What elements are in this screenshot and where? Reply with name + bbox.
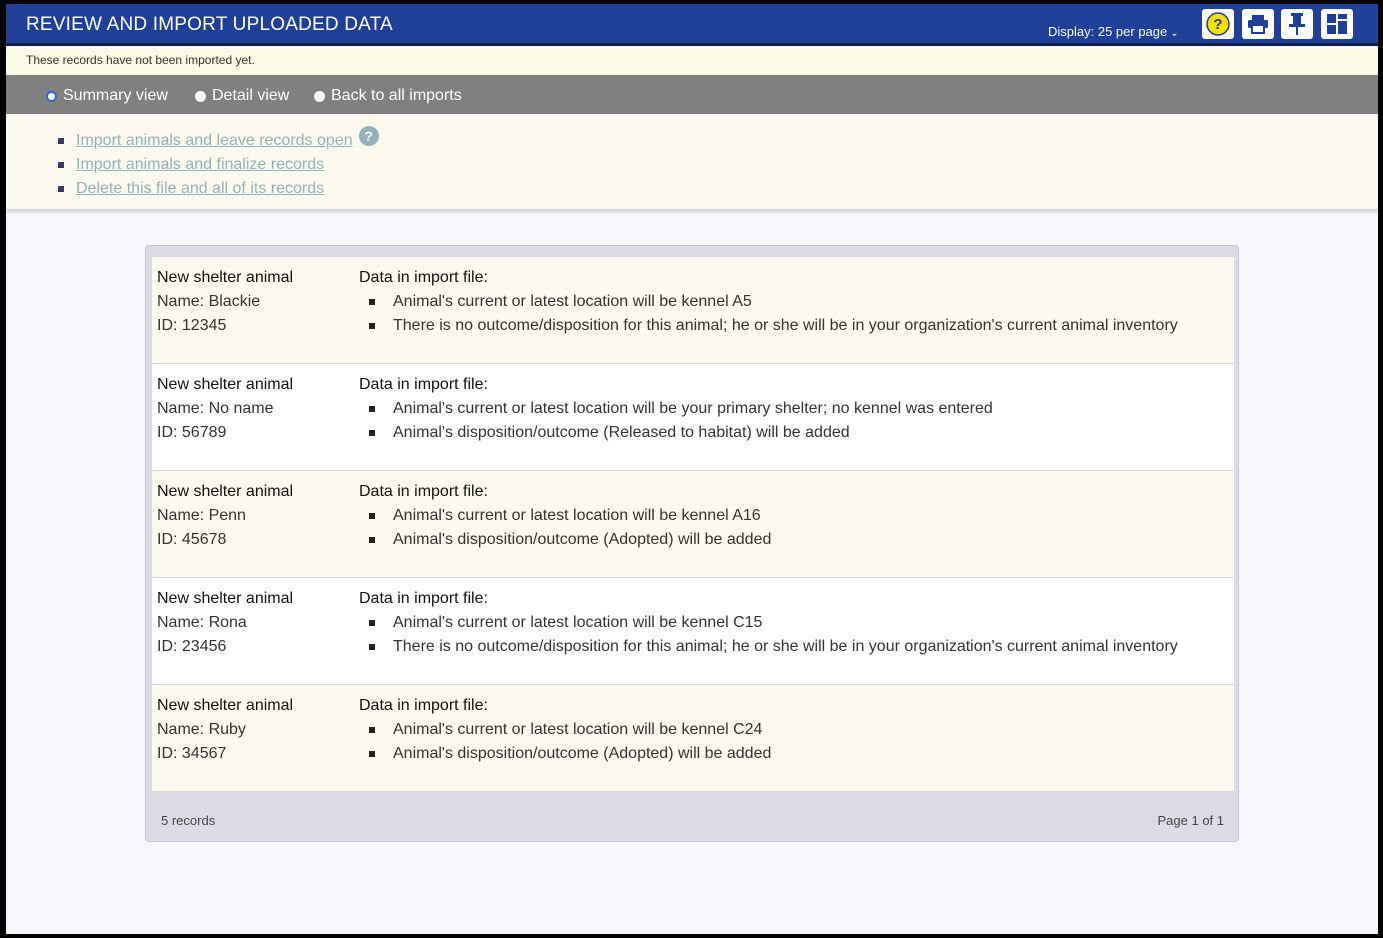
record-data-item: [359, 397, 993, 421]
view-selector-bar: [6, 75, 1378, 114]
display-per-page-select[interactable]: [1048, 24, 1179, 39]
record-type: New shelter animal: [157, 269, 294, 286]
record-data-heading: Data in import file:: [359, 590, 488, 607]
bullet-icon: [369, 644, 375, 650]
bullet-icon: [369, 430, 375, 436]
print-button[interactable]: [1242, 9, 1274, 39]
record-name: Name: Blackie: [157, 293, 261, 310]
svg-text:?: ?: [1213, 16, 1223, 33]
record-data-item: [359, 314, 1178, 338]
record-data-item: [359, 635, 1178, 659]
record-type: New shelter animal: [157, 376, 294, 393]
record-type: New shelter animal: [157, 697, 294, 714]
record-data-item: [359, 742, 771, 766]
record-summary: [157, 266, 293, 338]
record-data-text: Animal's current or latest location will be kennel A16: [393, 507, 761, 524]
record-row: [152, 257, 1234, 364]
record-data-text: There is no outcome/disposition for this animal; he or she will be in your organization's current animal inventory: [393, 317, 1178, 334]
pin-icon: [1288, 12, 1306, 36]
record-data-text: Animal's disposition/outcome (Released to habitat) will be added: [393, 424, 850, 441]
chevron-down-icon: ⌄: [1170, 28, 1179, 39]
record-name: Name: Penn: [157, 507, 246, 524]
record-data-item: [359, 718, 771, 742]
pin-button[interactable]: [1281, 9, 1313, 39]
record-summary: [157, 480, 293, 552]
record-data-item: [359, 504, 771, 528]
delete-file-link[interactable]: Delete this file and all of its records: [76, 180, 325, 197]
pagination-label: Page 1 of 1: [1157, 813, 1224, 828]
dashboard-button[interactable]: [1321, 9, 1353, 39]
record-id: ID: 23456: [157, 638, 227, 655]
record-data: [359, 587, 1178, 659]
app-window: [6, 4, 1378, 934]
record-data-heading: Data in import file:: [359, 697, 488, 714]
dashboard-icon: [1326, 13, 1348, 35]
display-per-page-label: Display: 25 per page: [1048, 24, 1168, 39]
record-data-heading: Data in import file:: [359, 483, 488, 500]
record-data-list: [359, 718, 771, 766]
import-finalize-link[interactable]: Import animals and finalize records: [76, 156, 325, 173]
view-option-back[interactable]: [314, 87, 462, 105]
record-data-list: [359, 397, 993, 445]
record-data-text: Animal's disposition/outcome (Adopted) will be added: [393, 531, 772, 548]
print-icon: [1247, 14, 1269, 34]
view-option-label: Summary view: [63, 87, 168, 104]
actions-panel: [6, 114, 1378, 210]
bullet-icon: [369, 620, 375, 626]
bullet-icon: [369, 513, 375, 519]
bullet-icon: [369, 323, 375, 329]
record-data-text: There is no outcome/disposition for this animal; he or she will be in your organization's current animal inventory: [393, 638, 1178, 655]
records-panel: [145, 245, 1239, 842]
record-id: ID: 12345: [157, 317, 227, 334]
record-data-heading: Data in import file:: [359, 376, 488, 393]
record-data-item: [359, 290, 1178, 314]
record-name: Name: Ruby: [157, 721, 246, 738]
record-data-item: [359, 528, 771, 552]
bullet-icon: [369, 537, 375, 543]
record-data: [359, 480, 771, 552]
radio-icon: [314, 91, 325, 102]
record-summary: [157, 694, 293, 766]
record-data-list: [359, 504, 771, 552]
bullet-icon: [369, 751, 375, 757]
record-count: 5 records: [161, 813, 216, 828]
title-bar: [6, 4, 1378, 46]
action-item: [58, 129, 379, 153]
record-type: New shelter animal: [157, 483, 294, 500]
bullet-icon: [369, 406, 375, 412]
record-summary: [157, 373, 293, 445]
radio-selected-icon: [46, 91, 57, 102]
record-data-text: Animal's current or latest location will be kennel C15: [393, 614, 763, 631]
radio-icon: [195, 91, 206, 102]
help-icon: [1206, 12, 1230, 36]
record-data: [359, 266, 1178, 338]
bullet-icon: [58, 186, 64, 192]
help-icon[interactable]: ?: [359, 126, 379, 146]
bullet-icon: [369, 727, 375, 733]
help-button[interactable]: [1202, 9, 1234, 39]
records-list: [152, 257, 1234, 792]
record-id: ID: 56789: [157, 424, 227, 441]
bullet-icon: [369, 299, 375, 305]
record-data-text: Animal's current or latest location will be your primary shelter; no kennel was entered: [393, 400, 993, 417]
action-item: [58, 153, 379, 177]
view-option-detail[interactable]: [195, 87, 289, 105]
view-option-summary[interactable]: [46, 87, 168, 105]
record-data-heading: Data in import file:: [359, 269, 488, 286]
bullet-icon: [58, 162, 64, 168]
record-data-list: [359, 290, 1178, 338]
actions-list: [58, 129, 379, 201]
record-data: [359, 694, 771, 766]
record-id: ID: 45678: [157, 531, 227, 548]
record-id: ID: 34567: [157, 745, 227, 762]
record-name: Name: No name: [157, 400, 274, 417]
record-data-text: Animal's current or latest location will be kennel A5: [393, 293, 752, 310]
view-option-label: Detail view: [212, 87, 290, 104]
record-data-item: [359, 421, 993, 445]
record-row: [152, 578, 1234, 685]
action-item: [58, 177, 379, 201]
record-data-list: [359, 611, 1178, 659]
record-data-text: Animal's current or latest location will be kennel C24: [393, 721, 763, 738]
record-type: New shelter animal: [157, 590, 294, 607]
import-notice: These records have not been imported yet.: [6, 49, 1378, 75]
record-summary: [157, 587, 293, 659]
record-name: Name: Rona: [157, 614, 247, 631]
record-row: [152, 364, 1234, 471]
record-row: [152, 471, 1234, 578]
record-data-text: Animal's disposition/outcome (Adopted) will be added: [393, 745, 772, 762]
import-leave-open-link[interactable]: Import animals and leave records open: [76, 132, 353, 149]
record-data-item: [359, 611, 1178, 635]
record-row: [152, 685, 1234, 792]
view-option-label: Back to all imports: [331, 87, 462, 104]
bullet-icon: [58, 138, 64, 144]
record-data: [359, 373, 993, 445]
page-title: REVIEW AND IMPORT UPLOADED DATA: [26, 14, 393, 35]
